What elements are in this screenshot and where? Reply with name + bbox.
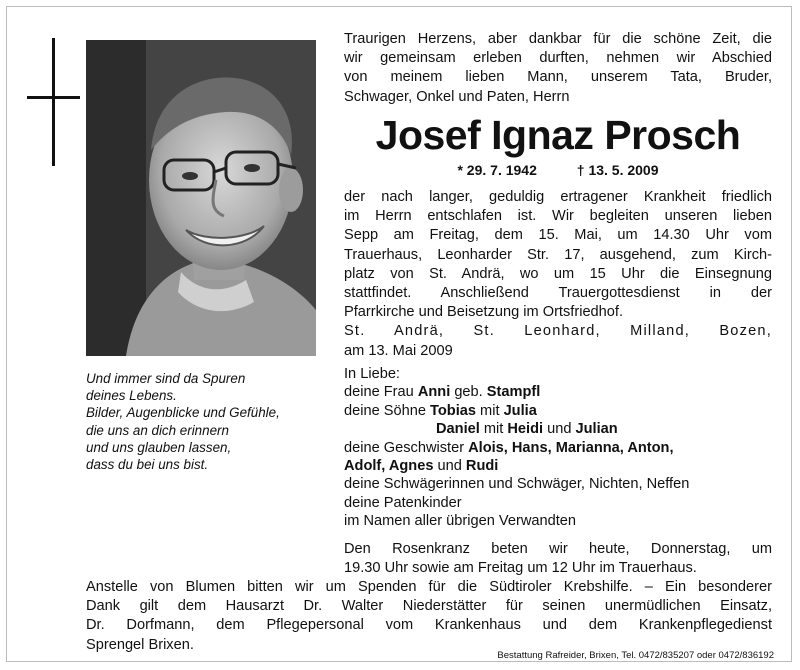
label: und — [543, 421, 576, 438]
grandchild-name: Julian — [575, 421, 618, 438]
life-dates — [344, 162, 772, 178]
label: deine Frau — [344, 384, 418, 401]
sibling-names: Alois, Hans, Marianna, Anton, — [468, 439, 674, 456]
mourner-inlaws: deine Schwägerinnen und Schwäger, Nichten, Neffen — [344, 476, 690, 493]
mourner-godchildren: deine Patenkinder — [344, 494, 462, 511]
rosary-text — [344, 540, 772, 578]
rosary-line: 19.30 Uhr sowie am Freitag um 12 Uhr im Trauerhaus. — [344, 560, 697, 577]
mourner-sons — [344, 402, 772, 420]
thanks-line: Anstelle von Blumen bitten wir um Spenden für die Südtiroler Krebshilfe. – Ein besonderer — [86, 579, 772, 595]
cross-icon — [52, 38, 55, 166]
label: mit — [475, 402, 504, 419]
poem-line: deines Lebens. — [86, 388, 177, 404]
intro-line: Traurigen Herzens, aber dankbar für die schöne Zeit, die — [344, 31, 772, 47]
poem — [86, 370, 326, 473]
label: geb. — [450, 384, 487, 401]
poem-line: dass du bei uns bist. — [86, 457, 209, 473]
intro-line: wir gemeinsam erleben durften, nehmen wir Abschied — [344, 50, 772, 67]
body-line: Sepp am Freitag, dem 15. Mai, um 14.30 Uhr vom — [344, 227, 772, 244]
place-line: St. Andrä, St. Leonhard, Milland, Bozen, — [344, 323, 772, 340]
mourner-others: im Namen aller übrigen Verwandten — [344, 513, 577, 530]
cross-icon-bar — [27, 96, 80, 99]
body-line: im Herrn entschlafen ist. Wir begleiten unseren lieben — [344, 208, 772, 225]
partner-name: Heidi — [507, 421, 544, 438]
funeral-text — [344, 188, 772, 361]
partner-name: Julia — [503, 402, 537, 419]
intro-line: Schwager, Onkel und Paten, Herrn — [344, 88, 570, 105]
thanks-line: Dank gilt dem Hausarzt Dr. Walter Niederstätter für seinen unermüdlichen Einsatz, — [86, 598, 772, 615]
poem-line: Und immer sind da Spuren — [86, 371, 246, 386]
sibling-names: Rudi — [465, 458, 499, 475]
death-date: † 13. 5. 2009 — [576, 162, 659, 178]
thanks-line: Sprengel Brixen. — [86, 636, 194, 653]
intro-text — [344, 30, 772, 107]
mourner-siblings-2 — [344, 457, 772, 475]
wife-name: Anni — [417, 384, 451, 401]
deceased-name: Josef Ignaz Prosch — [375, 112, 741, 158]
poem-line: und uns glauben lassen, — [86, 439, 232, 455]
poem-line: die uns an dich erinnern — [86, 422, 229, 438]
body-line: Pfarrkirche und Beisetzung im Ortsfriedhof. — [344, 304, 624, 321]
son-name: Tobias — [430, 402, 476, 419]
rosary-line: Den Rosenkranz beten wir heute, Donnerstag, um — [344, 541, 772, 557]
thanks-line: Dr. Dorfmann, dem Pflegepersonal vom Krankenhaus und dem Krankenpflegedienst — [86, 617, 772, 634]
mourners-list — [344, 365, 772, 531]
portrait-photo — [86, 40, 316, 356]
thanks-text — [86, 578, 772, 655]
mourners-heading: In Liebe: — [344, 366, 400, 382]
intro-line: von meinem lieben Mann, unserem Tata, Bruder, — [344, 69, 772, 86]
son-name: Daniel — [436, 421, 480, 438]
funeral-home-footer: Bestattung Rafreider, Brixen, Tel. 0472/835207 oder 0472/836192 — [497, 650, 774, 661]
label: mit — [479, 421, 508, 438]
wife-maiden-name: Stampfl — [486, 384, 541, 401]
mourner-sons-2 — [344, 420, 772, 438]
birth-date: * 29. 7. 1942 — [457, 162, 537, 178]
body-line: platz von St. Andrä, wo um 15 Uhr die Einsegnung — [344, 265, 772, 282]
body-line: stattfindet. Anschließend Trauergottesdienst in der — [344, 285, 772, 302]
label: und — [433, 458, 466, 475]
mourner-wife — [344, 383, 772, 401]
date-line: am 13. Mai 2009 — [344, 342, 453, 359]
body-line: der nach langer, geduldig ertragener Krankheit friedlich — [344, 189, 772, 205]
mourner-siblings — [344, 439, 772, 457]
label: deine Geschwister — [344, 439, 469, 456]
poem-line: Bilder, Augenblicke und Gefühle, — [86, 405, 280, 421]
label: deine Söhne — [344, 402, 431, 419]
body-line: Trauerhaus, Leonharder Str. 17, ausgehend, zum Kirch- — [344, 246, 772, 263]
sibling-names: Adolf, Agnes — [344, 458, 434, 475]
